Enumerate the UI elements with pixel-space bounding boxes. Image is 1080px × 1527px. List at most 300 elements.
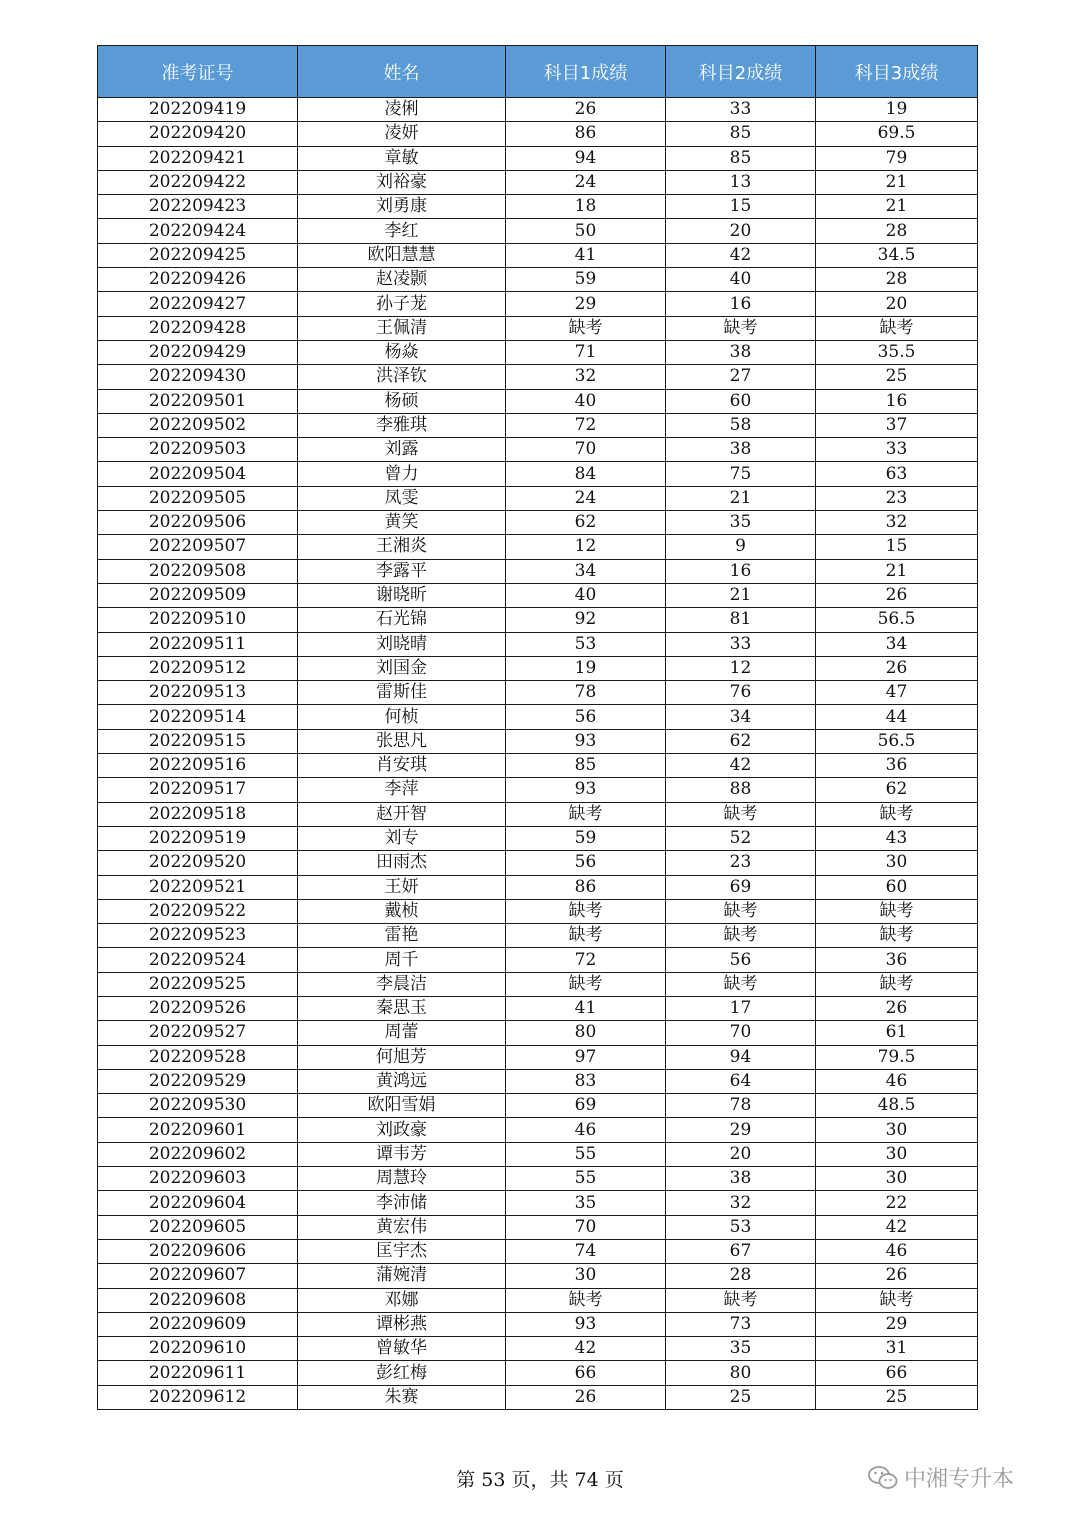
cell-subject1: 30 bbox=[506, 1264, 666, 1288]
cell-subject2: 69 bbox=[666, 875, 816, 899]
cell-subject1: 35 bbox=[506, 1191, 666, 1215]
cell-subject2: 88 bbox=[666, 778, 816, 802]
cell-name: 洪泽钦 bbox=[298, 365, 506, 389]
table-row bbox=[98, 1239, 978, 1263]
cell-subject3: 60 bbox=[816, 875, 978, 899]
cell-subject3: 30 bbox=[816, 851, 978, 875]
cell-subject1: 86 bbox=[506, 122, 666, 146]
cell-subject2: 23 bbox=[666, 851, 816, 875]
cell-subject3: 22 bbox=[816, 1191, 978, 1215]
cell-subject2: 20 bbox=[666, 219, 816, 243]
cell-subject1: 缺考 bbox=[506, 316, 666, 340]
cell-name: 孙子茏 bbox=[298, 292, 506, 316]
cell-exam-id: 202209529 bbox=[98, 1069, 298, 1093]
cell-subject2: 78 bbox=[666, 1094, 816, 1118]
cell-subject2: 28 bbox=[666, 1264, 816, 1288]
cell-subject2: 38 bbox=[666, 1167, 816, 1191]
cell-name: 曾敏华 bbox=[298, 1337, 506, 1361]
cell-subject1: 缺考 bbox=[506, 972, 666, 996]
cell-subject1: 80 bbox=[506, 1021, 666, 1045]
cell-subject3: 79 bbox=[816, 146, 978, 170]
cell-name: 雷斯佳 bbox=[298, 681, 506, 705]
cell-subject1: 86 bbox=[506, 875, 666, 899]
cell-subject1: 32 bbox=[506, 365, 666, 389]
cell-subject2: 56 bbox=[666, 948, 816, 972]
cell-name: 雷艳 bbox=[298, 924, 506, 948]
cell-exam-id: 202209514 bbox=[98, 705, 298, 729]
cell-subject2: 64 bbox=[666, 1069, 816, 1093]
cell-subject1: 40 bbox=[506, 389, 666, 413]
table-row bbox=[98, 511, 978, 535]
table-row bbox=[98, 170, 978, 194]
cell-subject2: 25 bbox=[666, 1385, 816, 1409]
cell-exam-id: 202209502 bbox=[98, 413, 298, 437]
cell-subject3: 26 bbox=[816, 1264, 978, 1288]
cell-subject1: 71 bbox=[506, 340, 666, 364]
table-row bbox=[98, 316, 978, 340]
score-table bbox=[97, 45, 978, 1410]
cell-name: 李沛储 bbox=[298, 1191, 506, 1215]
cell-subject2: 52 bbox=[666, 826, 816, 850]
page-number: 第 53 页，共 74 页 bbox=[456, 1469, 624, 1491]
cell-subject2: 29 bbox=[666, 1118, 816, 1142]
cell-name: 刘国金 bbox=[298, 656, 506, 680]
header-exam-id: 准考证号 bbox=[98, 46, 298, 98]
table-row bbox=[98, 1191, 978, 1215]
cell-name: 邓娜 bbox=[298, 1288, 506, 1312]
table-row bbox=[98, 1385, 978, 1409]
cell-subject1: 缺考 bbox=[506, 924, 666, 948]
cell-name: 黄笑 bbox=[298, 511, 506, 535]
cell-exam-id: 202209428 bbox=[98, 316, 298, 340]
cell-subject2: 85 bbox=[666, 146, 816, 170]
table-row bbox=[98, 268, 978, 292]
table-row bbox=[98, 535, 978, 559]
cell-exam-id: 202209509 bbox=[98, 583, 298, 607]
table-row bbox=[98, 996, 978, 1020]
cell-name: 刘露 bbox=[298, 438, 506, 462]
cell-subject2: 67 bbox=[666, 1239, 816, 1263]
table-row bbox=[98, 1264, 978, 1288]
cell-subject3: 30 bbox=[816, 1167, 978, 1191]
table-row bbox=[98, 948, 978, 972]
table-row bbox=[98, 899, 978, 923]
cell-exam-id: 202209611 bbox=[98, 1361, 298, 1385]
cell-subject3: 66 bbox=[816, 1361, 978, 1385]
cell-exam-id: 202209519 bbox=[98, 826, 298, 850]
cell-exam-id: 202209601 bbox=[98, 1118, 298, 1142]
cell-subject1: 53 bbox=[506, 632, 666, 656]
cell-subject3: 30 bbox=[816, 1118, 978, 1142]
cell-exam-id: 202209528 bbox=[98, 1045, 298, 1069]
table-row bbox=[98, 438, 978, 462]
cell-subject2: 16 bbox=[666, 292, 816, 316]
header-subject2: 科目2成绩 bbox=[666, 46, 816, 98]
cell-subject2: 75 bbox=[666, 462, 816, 486]
cell-exam-id: 202209609 bbox=[98, 1312, 298, 1336]
table-row bbox=[98, 972, 978, 996]
cell-subject1: 72 bbox=[506, 948, 666, 972]
cell-name: 欧阳慧慧 bbox=[298, 243, 506, 267]
cell-subject1: 72 bbox=[506, 413, 666, 437]
cell-name: 凌妍 bbox=[298, 122, 506, 146]
cell-subject3: 21 bbox=[816, 170, 978, 194]
cell-name: 李雅琪 bbox=[298, 413, 506, 437]
cell-exam-id: 202209507 bbox=[98, 535, 298, 559]
cell-subject3: 44 bbox=[816, 705, 978, 729]
cell-subject1: 34 bbox=[506, 559, 666, 583]
cell-subject1: 55 bbox=[506, 1142, 666, 1166]
cell-subject1: 70 bbox=[506, 1215, 666, 1239]
cell-exam-id: 202209515 bbox=[98, 729, 298, 753]
cell-subject3: 46 bbox=[816, 1069, 978, 1093]
cell-subject2: 35 bbox=[666, 511, 816, 535]
cell-subject2: 62 bbox=[666, 729, 816, 753]
cell-exam-id: 202209426 bbox=[98, 268, 298, 292]
cell-subject3: 36 bbox=[816, 948, 978, 972]
cell-subject3: 56.5 bbox=[816, 608, 978, 632]
cell-exam-id: 202209527 bbox=[98, 1021, 298, 1045]
cell-subject1: 42 bbox=[506, 1337, 666, 1361]
cell-subject3: 47 bbox=[816, 681, 978, 705]
cell-subject1: 24 bbox=[506, 170, 666, 194]
cell-subject2: 94 bbox=[666, 1045, 816, 1069]
cell-subject3: 26 bbox=[816, 996, 978, 1020]
cell-exam-id: 202209610 bbox=[98, 1337, 298, 1361]
cell-exam-id: 202209516 bbox=[98, 754, 298, 778]
cell-exam-id: 202209504 bbox=[98, 462, 298, 486]
cell-subject2: 缺考 bbox=[666, 899, 816, 923]
cell-name: 石光锦 bbox=[298, 608, 506, 632]
cell-exam-id: 202209501 bbox=[98, 389, 298, 413]
cell-exam-id: 202209612 bbox=[98, 1385, 298, 1409]
cell-name: 李晨洁 bbox=[298, 972, 506, 996]
header-row bbox=[98, 46, 978, 98]
cell-subject3: 19 bbox=[816, 98, 978, 122]
cell-exam-id: 202209521 bbox=[98, 875, 298, 899]
cell-exam-id: 202209508 bbox=[98, 559, 298, 583]
cell-exam-id: 202209602 bbox=[98, 1142, 298, 1166]
table-row bbox=[98, 195, 978, 219]
cell-name: 王妍 bbox=[298, 875, 506, 899]
cell-subject2: 33 bbox=[666, 98, 816, 122]
cell-subject1: 59 bbox=[506, 826, 666, 850]
cell-subject3: 26 bbox=[816, 583, 978, 607]
cell-subject2: 60 bbox=[666, 389, 816, 413]
cell-subject1: 24 bbox=[506, 486, 666, 510]
cell-subject2: 13 bbox=[666, 170, 816, 194]
cell-subject3: 21 bbox=[816, 559, 978, 583]
cell-exam-id: 202209424 bbox=[98, 219, 298, 243]
cell-subject1: 93 bbox=[506, 778, 666, 802]
cell-subject3: 25 bbox=[816, 1385, 978, 1409]
cell-subject1: 66 bbox=[506, 1361, 666, 1385]
cell-exam-id: 202209526 bbox=[98, 996, 298, 1020]
cell-exam-id: 202209512 bbox=[98, 656, 298, 680]
cell-subject1: 84 bbox=[506, 462, 666, 486]
cell-exam-id: 202209520 bbox=[98, 851, 298, 875]
table-body bbox=[98, 98, 978, 1410]
cell-subject1: 85 bbox=[506, 754, 666, 778]
cell-subject3: 61 bbox=[816, 1021, 978, 1045]
cell-subject2: 58 bbox=[666, 413, 816, 437]
cell-subject2: 73 bbox=[666, 1312, 816, 1336]
table-row bbox=[98, 1094, 978, 1118]
cell-subject1: 缺考 bbox=[506, 899, 666, 923]
cell-exam-id: 202209518 bbox=[98, 802, 298, 826]
cell-subject3: 28 bbox=[816, 219, 978, 243]
table-row bbox=[98, 851, 978, 875]
cell-subject2: 80 bbox=[666, 1361, 816, 1385]
cell-subject1: 41 bbox=[506, 996, 666, 1020]
cell-exam-id: 202209525 bbox=[98, 972, 298, 996]
cell-exam-id: 202209522 bbox=[98, 899, 298, 923]
cell-exam-id: 202209608 bbox=[98, 1288, 298, 1312]
cell-subject3: 62 bbox=[816, 778, 978, 802]
cell-subject1: 69 bbox=[506, 1094, 666, 1118]
table-row bbox=[98, 1069, 978, 1093]
cell-exam-id: 202209603 bbox=[98, 1167, 298, 1191]
cell-name: 张思凡 bbox=[298, 729, 506, 753]
table-row bbox=[98, 559, 978, 583]
watermark-text: 中湘专升本 bbox=[904, 1467, 1015, 1492]
cell-subject1: 29 bbox=[506, 292, 666, 316]
table-row bbox=[98, 1167, 978, 1191]
table-row bbox=[98, 583, 978, 607]
table-row bbox=[98, 1361, 978, 1385]
cell-exam-id: 202209511 bbox=[98, 632, 298, 656]
table-row bbox=[98, 462, 978, 486]
cell-name: 何旭芳 bbox=[298, 1045, 506, 1069]
cell-name: 秦思玉 bbox=[298, 996, 506, 1020]
cell-exam-id: 202209421 bbox=[98, 146, 298, 170]
cell-name: 凤雯 bbox=[298, 486, 506, 510]
cell-subject3: 21 bbox=[816, 195, 978, 219]
table-row bbox=[98, 1337, 978, 1361]
table-row bbox=[98, 778, 978, 802]
cell-subject1: 62 bbox=[506, 511, 666, 535]
cell-subject1: 74 bbox=[506, 1239, 666, 1263]
cell-subject2: 53 bbox=[666, 1215, 816, 1239]
cell-subject1: 26 bbox=[506, 98, 666, 122]
table-row bbox=[98, 875, 978, 899]
cell-name: 黄宏伟 bbox=[298, 1215, 506, 1239]
cell-name: 何桢 bbox=[298, 705, 506, 729]
cell-name: 李萍 bbox=[298, 778, 506, 802]
cell-name: 王佩清 bbox=[298, 316, 506, 340]
cell-exam-id: 202209606 bbox=[98, 1239, 298, 1263]
cell-subject1: 93 bbox=[506, 1312, 666, 1336]
cell-name: 彭红梅 bbox=[298, 1361, 506, 1385]
cell-subject2: 38 bbox=[666, 340, 816, 364]
cell-exam-id: 202209422 bbox=[98, 170, 298, 194]
cell-name: 刘政豪 bbox=[298, 1118, 506, 1142]
table-row bbox=[98, 754, 978, 778]
cell-subject3: 25 bbox=[816, 365, 978, 389]
table-row bbox=[98, 1312, 978, 1336]
cell-subject1: 94 bbox=[506, 146, 666, 170]
cell-name: 李露平 bbox=[298, 559, 506, 583]
cell-name: 周千 bbox=[298, 948, 506, 972]
cell-subject3: 缺考 bbox=[816, 924, 978, 948]
cell-subject3: 30 bbox=[816, 1142, 978, 1166]
table-row bbox=[98, 98, 978, 122]
cell-subject3: 42 bbox=[816, 1215, 978, 1239]
cell-subject3: 16 bbox=[816, 389, 978, 413]
cell-subject3: 48.5 bbox=[816, 1094, 978, 1118]
cell-name: 杨焱 bbox=[298, 340, 506, 364]
cell-subject3: 56.5 bbox=[816, 729, 978, 753]
cell-name: 欧阳雪娟 bbox=[298, 1094, 506, 1118]
cell-exam-id: 202209430 bbox=[98, 365, 298, 389]
cell-name: 戴桢 bbox=[298, 899, 506, 923]
cell-subject1: 46 bbox=[506, 1118, 666, 1142]
cell-name: 李红 bbox=[298, 219, 506, 243]
table-row bbox=[98, 656, 978, 680]
cell-subject3: 缺考 bbox=[816, 899, 978, 923]
cell-subject3: 缺考 bbox=[816, 316, 978, 340]
cell-subject1: 78 bbox=[506, 681, 666, 705]
cell-subject3: 31 bbox=[816, 1337, 978, 1361]
cell-subject1: 缺考 bbox=[506, 802, 666, 826]
cell-subject2: 缺考 bbox=[666, 924, 816, 948]
cell-subject1: 93 bbox=[506, 729, 666, 753]
cell-subject1: 97 bbox=[506, 1045, 666, 1069]
cell-exam-id: 202209506 bbox=[98, 511, 298, 535]
cell-subject1: 40 bbox=[506, 583, 666, 607]
cell-subject3: 34.5 bbox=[816, 243, 978, 267]
cell-name: 刘裕豪 bbox=[298, 170, 506, 194]
cell-subject2: 42 bbox=[666, 754, 816, 778]
cell-subject1: 50 bbox=[506, 219, 666, 243]
cell-subject3: 15 bbox=[816, 535, 978, 559]
cell-subject2: 35 bbox=[666, 1337, 816, 1361]
cell-subject2: 21 bbox=[666, 583, 816, 607]
table-row bbox=[98, 1118, 978, 1142]
cell-subject2: 9 bbox=[666, 535, 816, 559]
cell-subject3: 32 bbox=[816, 511, 978, 535]
cell-subject1: 12 bbox=[506, 535, 666, 559]
table-row bbox=[98, 632, 978, 656]
cell-exam-id: 202209513 bbox=[98, 681, 298, 705]
cell-exam-id: 202209427 bbox=[98, 292, 298, 316]
cell-subject2: 34 bbox=[666, 705, 816, 729]
cell-subject2: 缺考 bbox=[666, 802, 816, 826]
cell-name: 周蕾 bbox=[298, 1021, 506, 1045]
cell-exam-id: 202209425 bbox=[98, 243, 298, 267]
cell-subject3: 79.5 bbox=[816, 1045, 978, 1069]
header-subject3: 科目3成绩 bbox=[816, 46, 978, 98]
cell-subject2: 12 bbox=[666, 656, 816, 680]
cell-exam-id: 202209423 bbox=[98, 195, 298, 219]
cell-subject1: 缺考 bbox=[506, 1288, 666, 1312]
cell-name: 章敏 bbox=[298, 146, 506, 170]
cell-subject2: 缺考 bbox=[666, 316, 816, 340]
cell-subject2: 16 bbox=[666, 559, 816, 583]
table-row bbox=[98, 608, 978, 632]
cell-subject3: 36 bbox=[816, 754, 978, 778]
header-subject1: 科目1成绩 bbox=[506, 46, 666, 98]
table-row bbox=[98, 802, 978, 826]
cell-subject2: 81 bbox=[666, 608, 816, 632]
cell-name: 凌俐 bbox=[298, 98, 506, 122]
watermark bbox=[868, 1462, 1014, 1493]
table-row bbox=[98, 486, 978, 510]
cell-subject2: 15 bbox=[666, 195, 816, 219]
cell-subject2: 85 bbox=[666, 122, 816, 146]
table-row bbox=[98, 1215, 978, 1239]
cell-exam-id: 202209607 bbox=[98, 1264, 298, 1288]
cell-exam-id: 202209505 bbox=[98, 486, 298, 510]
cell-subject3: 63 bbox=[816, 462, 978, 486]
cell-subject3: 33 bbox=[816, 438, 978, 462]
cell-subject3: 29 bbox=[816, 1312, 978, 1336]
table-row bbox=[98, 1021, 978, 1045]
cell-name: 曾力 bbox=[298, 462, 506, 486]
table-header bbox=[98, 46, 978, 98]
cell-name: 田雨杰 bbox=[298, 851, 506, 875]
cell-subject3: 23 bbox=[816, 486, 978, 510]
cell-subject3: 28 bbox=[816, 268, 978, 292]
cell-exam-id: 202209503 bbox=[98, 438, 298, 462]
cell-subject3: 37 bbox=[816, 413, 978, 437]
table-row bbox=[98, 826, 978, 850]
cell-subject2: 21 bbox=[666, 486, 816, 510]
table-row bbox=[98, 365, 978, 389]
cell-subject3: 46 bbox=[816, 1239, 978, 1263]
cell-name: 刘专 bbox=[298, 826, 506, 850]
cell-subject3: 26 bbox=[816, 656, 978, 680]
cell-name: 王湘炎 bbox=[298, 535, 506, 559]
cell-subject1: 59 bbox=[506, 268, 666, 292]
table-row bbox=[98, 705, 978, 729]
cell-exam-id: 202209523 bbox=[98, 924, 298, 948]
table-row bbox=[98, 340, 978, 364]
cell-exam-id: 202209419 bbox=[98, 98, 298, 122]
cell-subject3: 20 bbox=[816, 292, 978, 316]
cell-subject3: 缺考 bbox=[816, 1288, 978, 1312]
cell-subject2: 70 bbox=[666, 1021, 816, 1045]
cell-subject2: 33 bbox=[666, 632, 816, 656]
cell-name: 匡宇杰 bbox=[298, 1239, 506, 1263]
cell-subject2: 缺考 bbox=[666, 972, 816, 996]
cell-subject1: 70 bbox=[506, 438, 666, 462]
table-row bbox=[98, 389, 978, 413]
cell-subject3: 69.5 bbox=[816, 122, 978, 146]
cell-name: 杨硕 bbox=[298, 389, 506, 413]
table-row bbox=[98, 219, 978, 243]
cell-subject2: 38 bbox=[666, 438, 816, 462]
cell-subject2: 42 bbox=[666, 243, 816, 267]
cell-name: 谭彬燕 bbox=[298, 1312, 506, 1336]
cell-name: 黄鸿远 bbox=[298, 1069, 506, 1093]
cell-subject1: 56 bbox=[506, 705, 666, 729]
cell-name: 赵凌颢 bbox=[298, 268, 506, 292]
cell-subject1: 18 bbox=[506, 195, 666, 219]
cell-subject1: 26 bbox=[506, 1385, 666, 1409]
cell-exam-id: 202209510 bbox=[98, 608, 298, 632]
cell-subject1: 55 bbox=[506, 1167, 666, 1191]
cell-subject2: 76 bbox=[666, 681, 816, 705]
cell-name: 蒲婉清 bbox=[298, 1264, 506, 1288]
cell-subject2: 20 bbox=[666, 1142, 816, 1166]
cell-subject2: 27 bbox=[666, 365, 816, 389]
cell-subject2: 40 bbox=[666, 268, 816, 292]
cell-name: 肖安琪 bbox=[298, 754, 506, 778]
cell-subject1: 19 bbox=[506, 656, 666, 680]
cell-subject3: 缺考 bbox=[816, 972, 978, 996]
table-row bbox=[98, 729, 978, 753]
